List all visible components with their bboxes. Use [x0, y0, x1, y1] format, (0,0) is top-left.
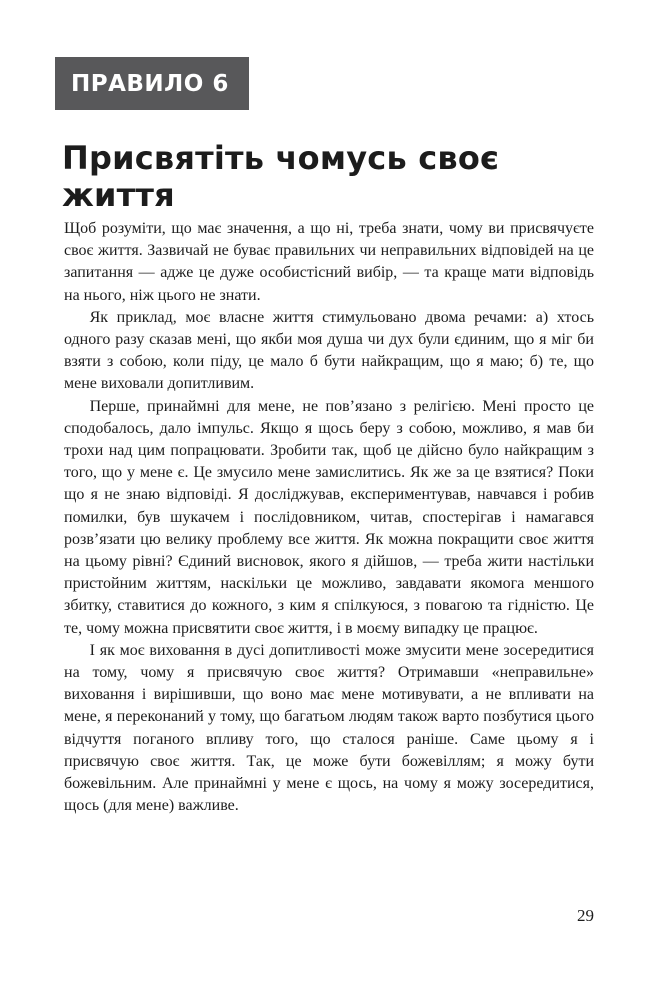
paragraph: І як моє виховання в дусі допитливості може змусити мене зосередитися на тому, чому я присвячую своє життя? Отримавши «неправильне» виховання і вирішивши, що воно має мене мотивувати, а не впливати на мене, я переконаний у тому, що багатьом людям також варто позбутися цього відчуття поганого впливу того, що сталося раніше. Саме цьому я і присвячую своє життя. Так, це може бути божевіллям; я можу бути божевільним. Але принаймні у мене є щось, на чому я можу зосередитися, щось (для мене) важливе. — [64, 641, 594, 815]
chapter-title: Присвятіть чомусь своє життя — [62, 139, 500, 214]
paragraph: Як приклад, моє власне життя стимульовано двома речами: а) хтось одного разу сказав мені, що якби моя душа чи дух були єдиним, що я міг би взяти з собою, коли піду, це мало б бути найкращим, що я маю; б) те, що мене виховали допитливим. — [64, 308, 594, 393]
rule-label-text: ПРАВИЛО 6 — [71, 71, 229, 97]
page-number: 29 — [577, 906, 594, 925]
paragraph: Щоб розуміти, що має значення, а що ні, треба знати, чому ви присвячуєте своє життя. Зазвичай не буває правильних чи неправильних відповідей на це запитання — адже це дуже особистісний вибір, — та краще мати відповідь на нього, ніж цього не знати. — [64, 220, 594, 304]
paragraph: Перше, принаймні для мене, не пов’язано з релігією. Мені просто це сподобалось, дало імпульс. Якщо я щось беру з собою, можливо, я мав би трохи над цим попрацювати. Зробити так, щоб це дійсно було найкращим з того, що у мене є. Це змусило мене замислитись. Як же за це взятися? Поки що я не знаю відповіді. Я досліджував, експериментував, навчався і робив помилки, був шукачем і послідовником, читав, спостерігав і намагався розв’язати цю велику проблему все життя. Як можна покращити своє життя на цьому рівні? Єдиний висновок, якого я дійшов, — треба жити настільки пристойним життям, наскільки це можливо, завдавати якомога меншого збитку, ставитися до кожного, з ким я спілкуюся, з повагою та гідністю. Це те, чому можна присвятити своє життя, і в моєму випадку це працює. — [64, 397, 594, 637]
rule-label-box — [55, 57, 249, 110]
body-text — [64, 218, 594, 817]
